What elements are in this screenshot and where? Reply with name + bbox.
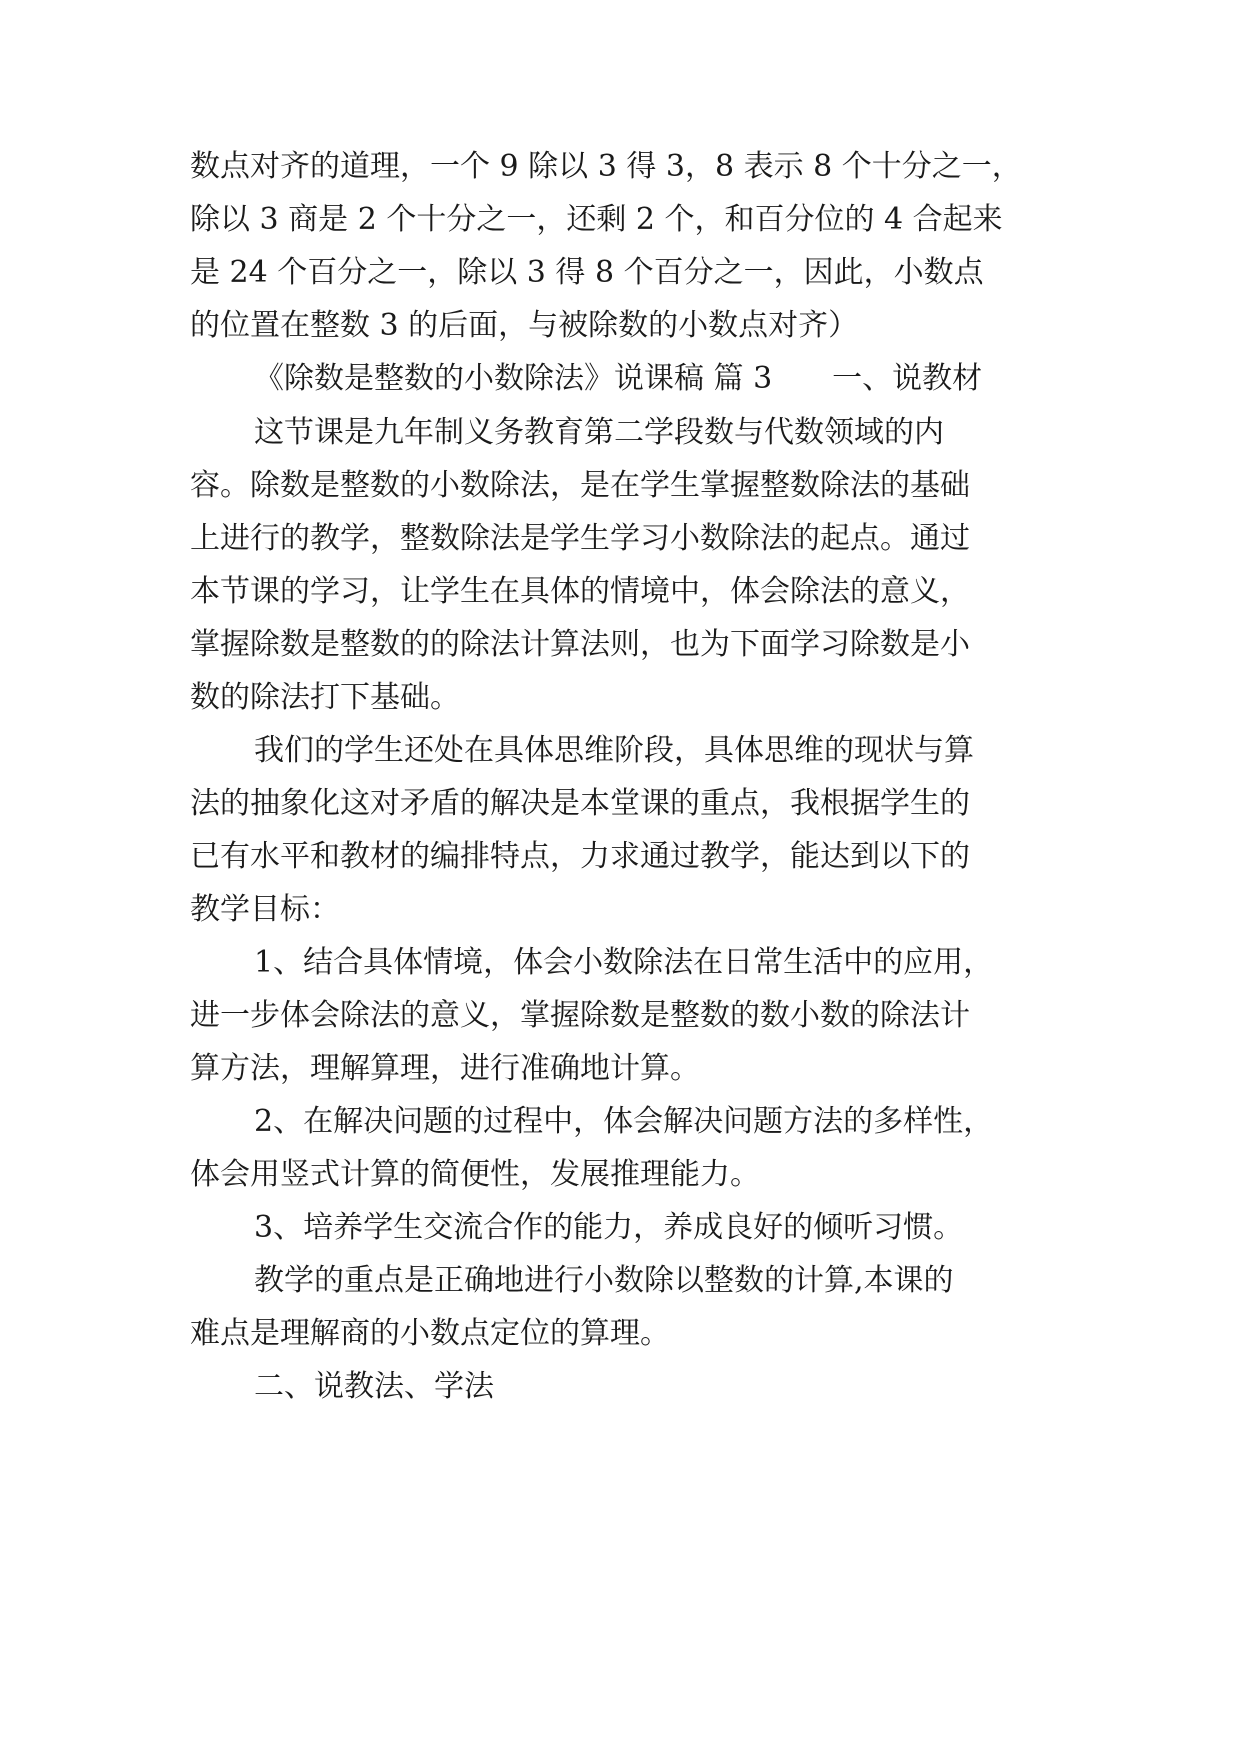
text-line: 本节课的学习，让学生在具体的情境中，体会除法的意义， [190,574,970,609]
text-line: 1、结合具体情境，体会小数除法在日常生活中的应用， [254,945,994,980]
document-title: 《除数是整数的小数除法》说课稿 篇 3 [254,361,773,396]
text-line: 已有水平和教材的编排特点，力求通过教学，能达到以下的 [190,839,970,874]
section-title: 一、说教材 [832,361,983,396]
text-line: 数的除法打下基础。 [190,680,460,715]
text-line: 除以 3 商是 2 个十分之一，还剩 2 个，和百分位的 4 合起来 [190,202,1003,237]
text-line: 掌握除数是整数的的除法计算法则，也为下面学习除数是小 [190,627,970,662]
text-line: 教学目标： [190,892,340,927]
text-line: 3、培养学生交流合作的能力，养成良好的倾听习惯。 [254,1210,964,1245]
text-line: 容。除数是整数的小数除法，是在学生掌握整数除法的基础 [190,468,970,503]
text-line: 是 24 个百分之一，除以 3 得 8 个百分之一，因此，小数点 [190,255,984,290]
text-line: 的位置在整数 3 的后面，与被除数的小数点对齐） [190,308,859,343]
text-line: 体会用竖式计算的简便性，发展推理能力。 [190,1157,760,1192]
text-line: 进一步体会除法的意义，掌握除数是整数的数小数的除法计 [190,998,970,1033]
text-line: 2、在解决问题的过程中，体会解决问题方法的多样性， [254,1104,994,1139]
section-heading: 二、说教法、学法 [254,1369,494,1404]
text-line: 上进行的教学，整数除法是学生学习小数除法的起点。通过 [190,521,970,556]
section-heading [254,361,983,396]
text-line: 法的抽象化这对矛盾的解决是本堂课的重点，我根据学生的 [190,786,970,821]
text-line: 数点对齐的道理，一个 9 除以 3 得 3，8 表示 8 个十分之一， [190,149,1022,184]
text-line: 这节课是九年制义务教育第二学段数与代数领域的内 [254,415,944,450]
text-line: 教学的重点是正确地进行小数除以整数的计算,本课的 [254,1263,954,1298]
text-line: 难点是理解商的小数点定位的算理。 [190,1316,670,1351]
text-line: 算方法，理解算理，进行准确地计算。 [190,1051,700,1086]
text-line: 我们的学生还处在具体思维阶段，具体思维的现状与算 [254,733,974,768]
